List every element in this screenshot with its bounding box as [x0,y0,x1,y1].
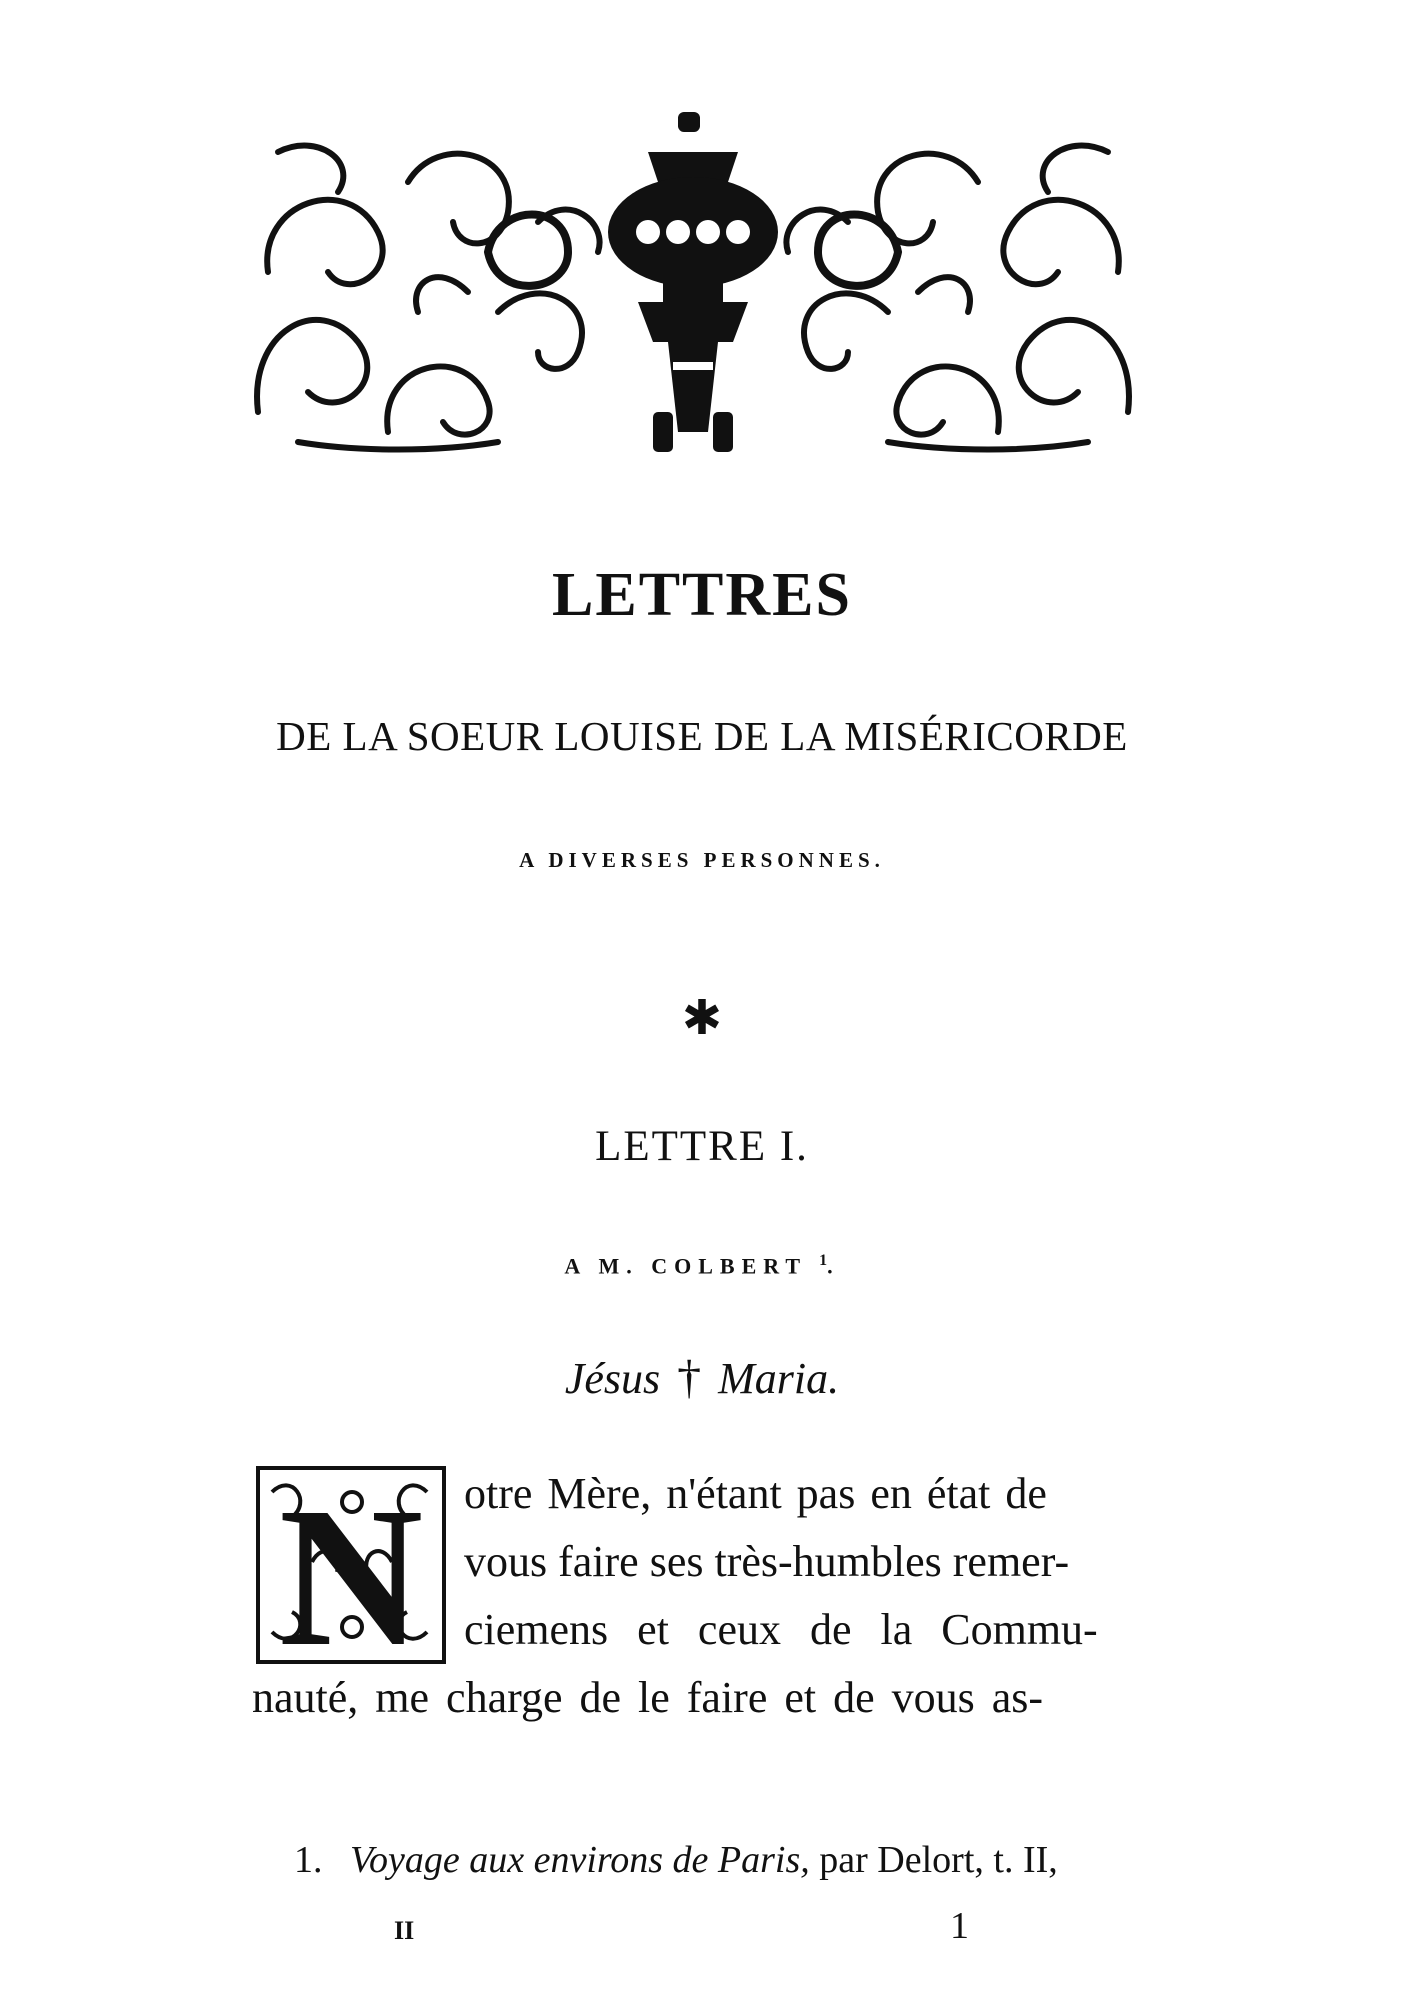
book-subtitle: DE LA SOEUR LOUISE DE LA MISÉRICORDE [276,713,1128,759]
footnote-rest: par Delort, t. II, [819,1839,1058,1881]
footnote-marker: 1 [819,1252,828,1269]
body-line-2: vous faire ses très-humbles remer- [464,1537,1070,1586]
headpiece-ornament-image [238,112,1148,462]
book-title: LETTRES [551,561,853,629]
invocation-line [0,1350,1404,1405]
headpiece-ornament [238,112,1148,462]
footnote-number: 1. [294,1839,323,1881]
body-line-4: nauté, me charge de le faire et de vous as- [252,1673,1044,1722]
invocation-left: Jésus [564,1354,661,1403]
body-line-3: ciemens et ceux de la Commu- [464,1605,1098,1654]
cross-icon: † [677,1351,702,1404]
letter-heading: LETTRE I. [595,1123,809,1170]
invocation-right: Maria. [718,1354,840,1403]
dropcap-frame-icon [252,1462,450,1668]
page-number: 1 [950,1905,969,1947]
recipients-line: A DIVERSES PERSONNES. [519,848,885,872]
dropcap-ornament [252,1462,450,1668]
addressee-text: A M. COLBERT [564,1253,807,1279]
addressee-end: . [827,1253,840,1279]
dropcap-letter: N [278,1467,424,1668]
signature-mark: II [394,1916,415,1945]
footnote-title: Voyage aux environs de Paris, [350,1839,810,1881]
footnote [294,1838,1058,1882]
addressee-line [0,1252,1404,1279]
star-ornament-icon: ✱ [681,990,723,1046]
body-line-1: otre Mère, n'étant pas en état de [464,1469,1047,1518]
